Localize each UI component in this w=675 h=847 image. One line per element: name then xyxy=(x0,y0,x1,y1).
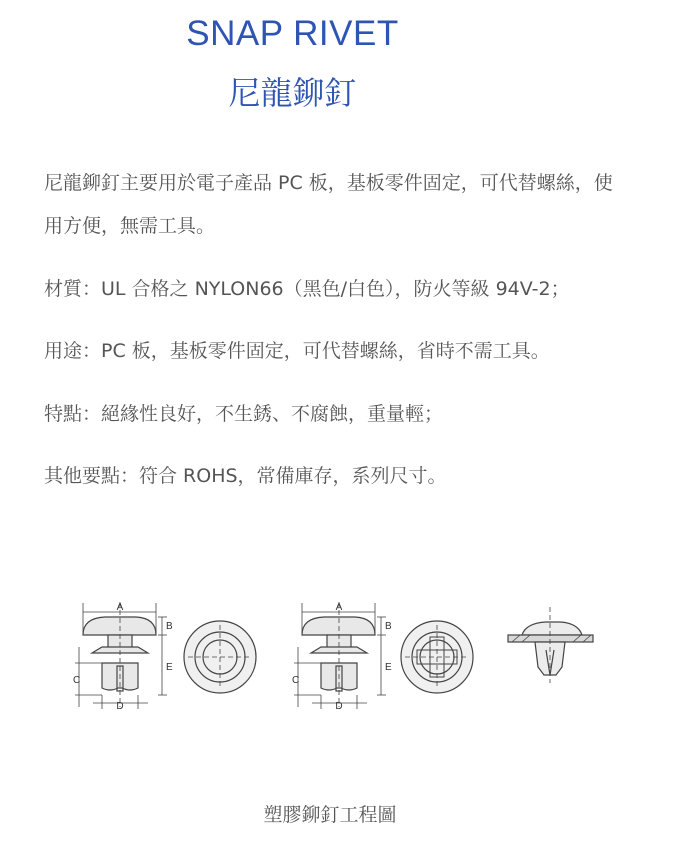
dim-label-a2: A xyxy=(335,602,343,613)
engineering-drawing xyxy=(60,595,620,720)
dim-label-b1: B xyxy=(166,621,173,632)
installed-rivet-section xyxy=(508,607,593,683)
title-english: SNAP RIVET xyxy=(186,14,399,53)
dim-label-e2: E xyxy=(385,662,392,673)
intro-paragraph: 尼龍鉚釘主要用於電子產品 PC 板，基板零件固定，可代替螺絲，使用方便，無需工具。 xyxy=(44,172,613,237)
rivet-side-view-2 xyxy=(294,602,386,709)
dim-label-c2: C xyxy=(292,675,300,686)
dim-label-d2: D xyxy=(335,701,343,712)
drawing-caption: 塑膠鉚釘工程圖 xyxy=(263,804,397,826)
title-chinese: 尼龍鉚釘 xyxy=(228,74,357,112)
dim-label-b2: B xyxy=(385,621,392,632)
material-paragraph: 材質：UL 合格之 NYLON66（黑色/白色），防火等級 94V-2； xyxy=(44,278,570,300)
dim-label-d1: D xyxy=(116,701,124,712)
rivet-top-view-2 xyxy=(401,621,473,693)
rivet-top-view-1 xyxy=(184,621,256,693)
rivet-side-view-1 xyxy=(75,602,167,709)
features-paragraph: 特點：絕緣性良好，不生銹、不腐蝕，重量輕； xyxy=(44,403,444,425)
dim-label-c1: C xyxy=(73,675,81,686)
dim-label-a1: A xyxy=(116,602,124,613)
usage-paragraph: 用途：PC 板，基板零件固定，可代替螺絲，省時不需工具。 xyxy=(44,340,550,362)
other-paragraph: 其他要點：符合 ROHS，常備庫存，系列尺寸。 xyxy=(44,465,447,487)
dim-label-e1: E xyxy=(166,662,173,673)
